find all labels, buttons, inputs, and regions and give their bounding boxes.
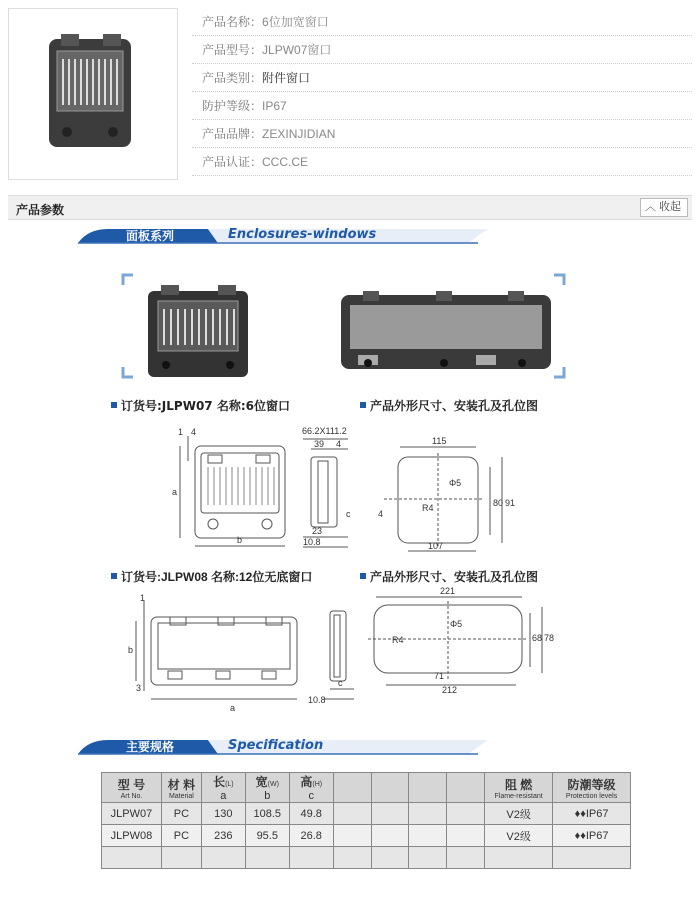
svg-text:39: 39 [314, 439, 325, 449]
svg-text:80: 80 [493, 498, 504, 508]
params-title: 产品参数 [16, 203, 65, 217]
svg-text:R4: R4 [392, 635, 404, 645]
spec-table [101, 772, 631, 869]
svg-text:b: b [128, 645, 134, 655]
svg-text:221: 221 [440, 586, 456, 596]
svg-text:a: a [172, 487, 178, 497]
banner-specification [78, 738, 488, 754]
banner-enclosures [78, 227, 488, 243]
collapse-button[interactable]: ︿ 收起 [640, 198, 688, 217]
droplet-icon: ♦♦ [574, 807, 586, 820]
product-photo-jlpw08 [341, 291, 551, 369]
svg-text:c: c [338, 678, 343, 688]
svg-text:c: c [346, 509, 351, 519]
banner-cn: 面板系列 [126, 229, 175, 243]
svg-text:4: 4 [191, 427, 197, 437]
chevron-up-icon: ︿ [644, 201, 656, 213]
product-attributes [192, 8, 692, 176]
product-photo-jlpw07 [148, 285, 248, 377]
product-thumbnail[interactable] [8, 8, 178, 180]
jlpw07-order-title: 订货号:JLPW07 名称:6位窗口 [121, 399, 290, 413]
svg-text:1: 1 [178, 427, 184, 437]
svg-text:107: 107 [428, 541, 444, 551]
jlpw07-front-drawing [180, 436, 285, 546]
svg-text:Φ5: Φ5 [450, 619, 463, 629]
banner-en: Enclosures-windows [228, 227, 377, 242]
svg-text:a: a [230, 703, 236, 713]
svg-text:R4: R4 [422, 503, 434, 513]
svg-text:Specification: Specification [228, 738, 324, 753]
spec-row-empty [102, 847, 631, 869]
svg-text:3: 3 [136, 683, 142, 693]
svg-text:71: 71 [434, 671, 445, 681]
svg-text:91: 91 [505, 498, 516, 508]
jlpw07-side-drawing [303, 439, 348, 547]
params-section-bar [8, 195, 692, 220]
svg-text:4: 4 [336, 439, 342, 449]
spec-row: JLPW07 PC 130 108.5 49.8 V2级 ♦♦IP67 [102, 803, 631, 825]
jlpw07-dim-title: 产品外形尺寸、安装孔及孔位图 [370, 399, 539, 413]
svg-text:b: b [237, 535, 243, 545]
svg-text:212: 212 [442, 685, 458, 695]
svg-text:1: 1 [140, 593, 146, 603]
svg-text:10.8: 10.8 [308, 695, 326, 705]
svg-text:66.2X111.2: 66.2X111.2 [302, 426, 347, 436]
attr-protection: 防护等级：IP67 [192, 92, 692, 120]
attr-brand: 产品品牌：ZEXINJIDIAN [192, 120, 692, 148]
attr-certification: 产品认证：CCC.CE [192, 148, 692, 176]
spec-row: JLPW08 PC 236 95.5 26.8 V2级 ♦♦IP67 [102, 825, 631, 847]
attr-name: 产品名称：6位加宽窗口 [192, 8, 692, 36]
attr-category: 产品类别：附件窗口 [192, 64, 692, 92]
svg-text:Φ5: Φ5 [449, 478, 462, 488]
svg-text:4: 4 [378, 509, 384, 519]
svg-text:23: 23 [312, 526, 323, 536]
svg-text:115: 115 [432, 436, 447, 446]
svg-text:10.8: 10.8 [303, 537, 321, 547]
jlpw08-order-title: 订货号:JLPW08 名称:12位无底窗口 [121, 570, 313, 584]
jlpw08-dim-title: 产品外形尺寸、安装孔及孔位图 [370, 570, 539, 584]
svg-text:68: 68 [532, 633, 543, 643]
svg-text:78: 78 [544, 633, 555, 643]
droplet-icon: ♦♦ [574, 829, 586, 842]
jlpw07-hole-drawing [384, 447, 502, 551]
svg-text:主要规格: 主要规格 [126, 740, 175, 754]
attr-model: 产品型号：JLPW07窗口 [192, 36, 692, 64]
jlpw08-front-drawing [136, 601, 297, 699]
spec-header-row: 型 号 Art No. 材 料 Material 长(L) a 宽(W) b 高(H) c 阻 燃 Flame-resistant 防潮等级 Protection levels [102, 773, 631, 803]
